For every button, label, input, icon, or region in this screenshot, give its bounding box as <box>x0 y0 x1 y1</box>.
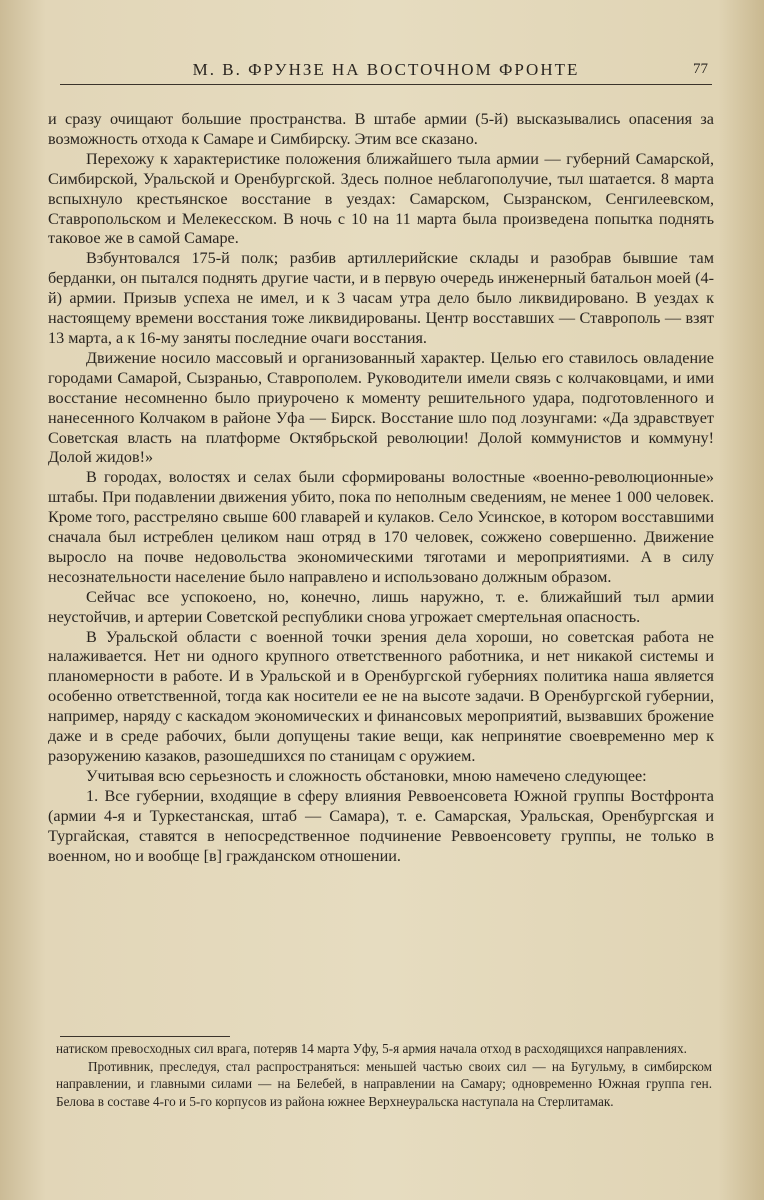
page-number: 77 <box>693 61 708 77</box>
paragraph: Учитывая всю серьезность и сложность обстановки, мною намечено следующее: <box>86 766 647 785</box>
paragraph: 1. Все губернии, входящие в сферу влияния Реввоенсовета Южной группы Востфронта (армии 4-я и Туркестанская, штаб — Самара), т. е. Самарская, Уральская, Оренбургская и Тургайская, ставятся в непосредственное подчинение Реввоенсовету группы, не только в военном, но и вообще [в] гражданском отношении. <box>48 786 714 865</box>
footnote-paragraph: Противник, преследуя, стал распространяться: меньшей частью своих сил — на Бугульму, в симбирском направлении, и главными силами — на Белебей, в направлении на Самару; одновременно Южная группа ген. Белова в составе 4-го и 5-го корпусов из района южнее Верхнеуральска наступала на Стерлитамак. <box>56 1058 712 1109</box>
page-header <box>60 48 712 85</box>
footnote-divider <box>60 1036 230 1037</box>
footnote <box>56 1040 712 1110</box>
main-text <box>48 110 714 866</box>
paragraph: Перехожу к характеристике положения ближайшего тыла армии — губерний Самарской, Симбирской, Уральской и Оренбургской. Здесь полное неблагополучие, тыл шатается. 8 марта вспыхнуло крестьянское восстание в уездах: Самарском, Сызранском, Сенгилеевском, Ставропольском и Мелекесском. В ночь с 10 на 11 марта была произведена попытка поднять таковое же в самой Самаре. <box>48 149 714 248</box>
paragraph: и сразу очищают большие пространства. В штабе армии (5-й) высказывались опасения за возможность отхода к Самаре и Симбирску. Этим все сказано. <box>48 110 714 148</box>
paragraph: Движение носило массовый и организованный характер. Целью его ставилось овладение городами Самарой, Сызранью, Ставрополем. Руководители имели связь с колчаковцами, и ими восстание несомненно было приурочено к моменту решительного удара, подготовленного и нанесенного Колчаком в районе Уфа — Бирск. Восстание шло под лозунгами: «Да здравствует Советская власть на платформе Октябрьской революции! Долой коммунистов и коммуну! Долой жидов!» <box>48 348 714 467</box>
paragraph: Сейчас все успокоено, но, конечно, лишь наружно, т. е. ближайший тыл армии неустойчив, и артерии Советской республики снова угрожает смертельная опасность. <box>48 587 714 626</box>
footnote-paragraph: натиском превосходных сил врага, потеряв 14 марта Уфу, 5-я армия начала отход в расходящихся направлениях. <box>56 1041 687 1056</box>
paragraph: В Уральской области с военной точки зрения дела хороши, но советская работа не налаживается. Нет ни одного крупного ответственного работника, и нет никакой системы и планомерности в работе. И в Уральской и в Оренбургской губерниях политика наша является особенно ответственной, тогда как носители ее не на высоте задачи. В Оренбургской губернии, например, наряду с каскадом экономических и финансовых мероприятий, вызвавших брожение даже и в среде рабочих, были допущены такие вещи, как непринятие своевременно мер к разоружению казаков, разошедшихся по станицам с оружием. <box>48 627 714 765</box>
paragraph: Взбунтовался 175-й полк; разбив артиллерийские склады и разобрав бывшие там берданки, он пытался поднять другие части, и в первую очередь инженерный батальон моей (4-й) армии. Призыв успеха не имел, и к 3 часам утра дело было ликвидировано. В уездах к настоящему времени восстания тоже ликвидированы. Центр восставших — Ставрополь — взят 13 марта, а к 16-му заняты последние очаги восстания. <box>48 249 714 347</box>
paragraph: В городах, волостях и селах были сформированы волостные «военно-революционные» штабы. При подавлении движения убито, пока по неполным сведениям, не менее 1 000 человек. Кроме того, расстреляно свыше 600 главарей и кулаков. Село Усинское, в котором восставшими сначала был истреблен целиком наш отряд в 170 человек, сожжено совершенно. Движение выросло на почве недовольства экономическими тяготами и мероприятиями. А в силу несознательности население было направлено и использовано должным образом. <box>48 468 714 586</box>
running-title: М. В. ФРУНЗЕ НА ВОСТОЧНОМ ФРОНТЕ <box>192 60 580 79</box>
